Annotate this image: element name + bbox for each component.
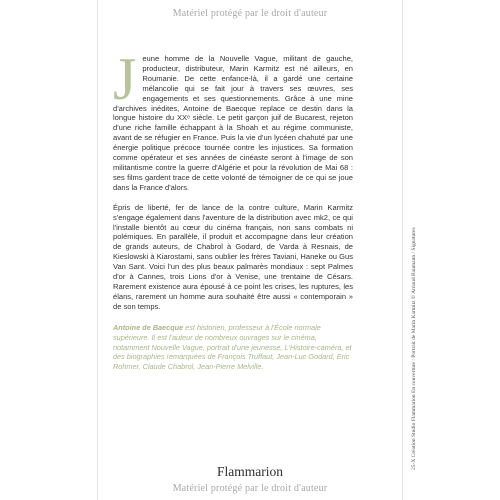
paragraph-1-text: eune homme de la Nouvelle Vague, militant de gauche, producteur, distributeur, Marin Karmitz est né ailleurs, en Roumanie. De cette enfance-là, il a gardé une certaine mélancolie qui se fait jour à travers ses œuvres, ses engagements et ses questionnements. Grâce à une mine d'archives inédites, Antoine de Baecque replace ce destin dans la longue histoire du XXᵉ siècle. Le petit garçon juif de Bucarest, rejeton d'une riche famille échappant à la Shoah et au régime communiste, avant de se réfugier en France. Puis la vie d'un lycéen chahuté par une énergie politique précoce tournée contre les injustices. Sa formation comme opérateur et ses années de cinéaste seront à l'image de son militantisme contre la guerre d'Algérie et pour la révolution de Mai 68 : ses films gardent trace de cette volonté de témoigner de ce qui se joue dans la France d'alors.	[113, 54, 353, 192]
watermark-top: Matériel protégé par le droit d'auteur	[172, 8, 328, 19]
watermark-bottom: Matériel protégé par le droit d'auteur	[172, 483, 328, 494]
publisher-name: Flammarion	[217, 464, 283, 479]
paragraph-2: Épris de liberté, fer de lance de la contre culture, Marin Karmitz s'engage également dans l'aventure de la distribution avec mk2, ce qui l'installe bientôt au cœur du cinéma français, non sans combats ni polémiques. En parallèle, il produit et accompagne dans leur création de grands auteurs, de Chabrol à Godard, de Varda à Resnais, de Kieslowski à Kiarostami, sans oublier les frères Taviani, Haneke ou Gus Van Sant. Voici l'un des plus beaux palmarès mondiaux : sept Palmes d'or à Cannes, trois Lions d'or à Venise, une trentaine de Césars. Rarement existence aura épousé à ce point les crises, les ruptures, les élans, rarement un homme aura souhaité être aussi « contemporain » de son temps.	[113, 202, 353, 311]
cover-left-edge	[97, 0, 98, 500]
author-name: Antoine de Baecque	[113, 323, 184, 332]
cover-right-edge	[402, 0, 403, 500]
paragraph-1	[113, 46, 353, 193]
drop-cap: J	[113, 46, 137, 112]
author-bio-text: est historien, professeur à l'École normale supérieure. Il est l'auteur de nombreux ouvrages sur le cinéma, notamment Nouvelle Vague, portrait d'une jeunesse, L'Histoire-caméra, et des biographies remarquées de François Truffaut, Jean-Luc Godard, Eric Rohmer, Claude Chabrol, Jean-Pierre Melville.	[113, 323, 352, 372]
author-bio	[113, 323, 353, 372]
blurb-text	[113, 46, 353, 312]
credits-text: 25-X Création Studio Flammarion En couverture : Portrait de Marin Karmitz © Arnaud Baumann / Signatures	[411, 227, 417, 470]
